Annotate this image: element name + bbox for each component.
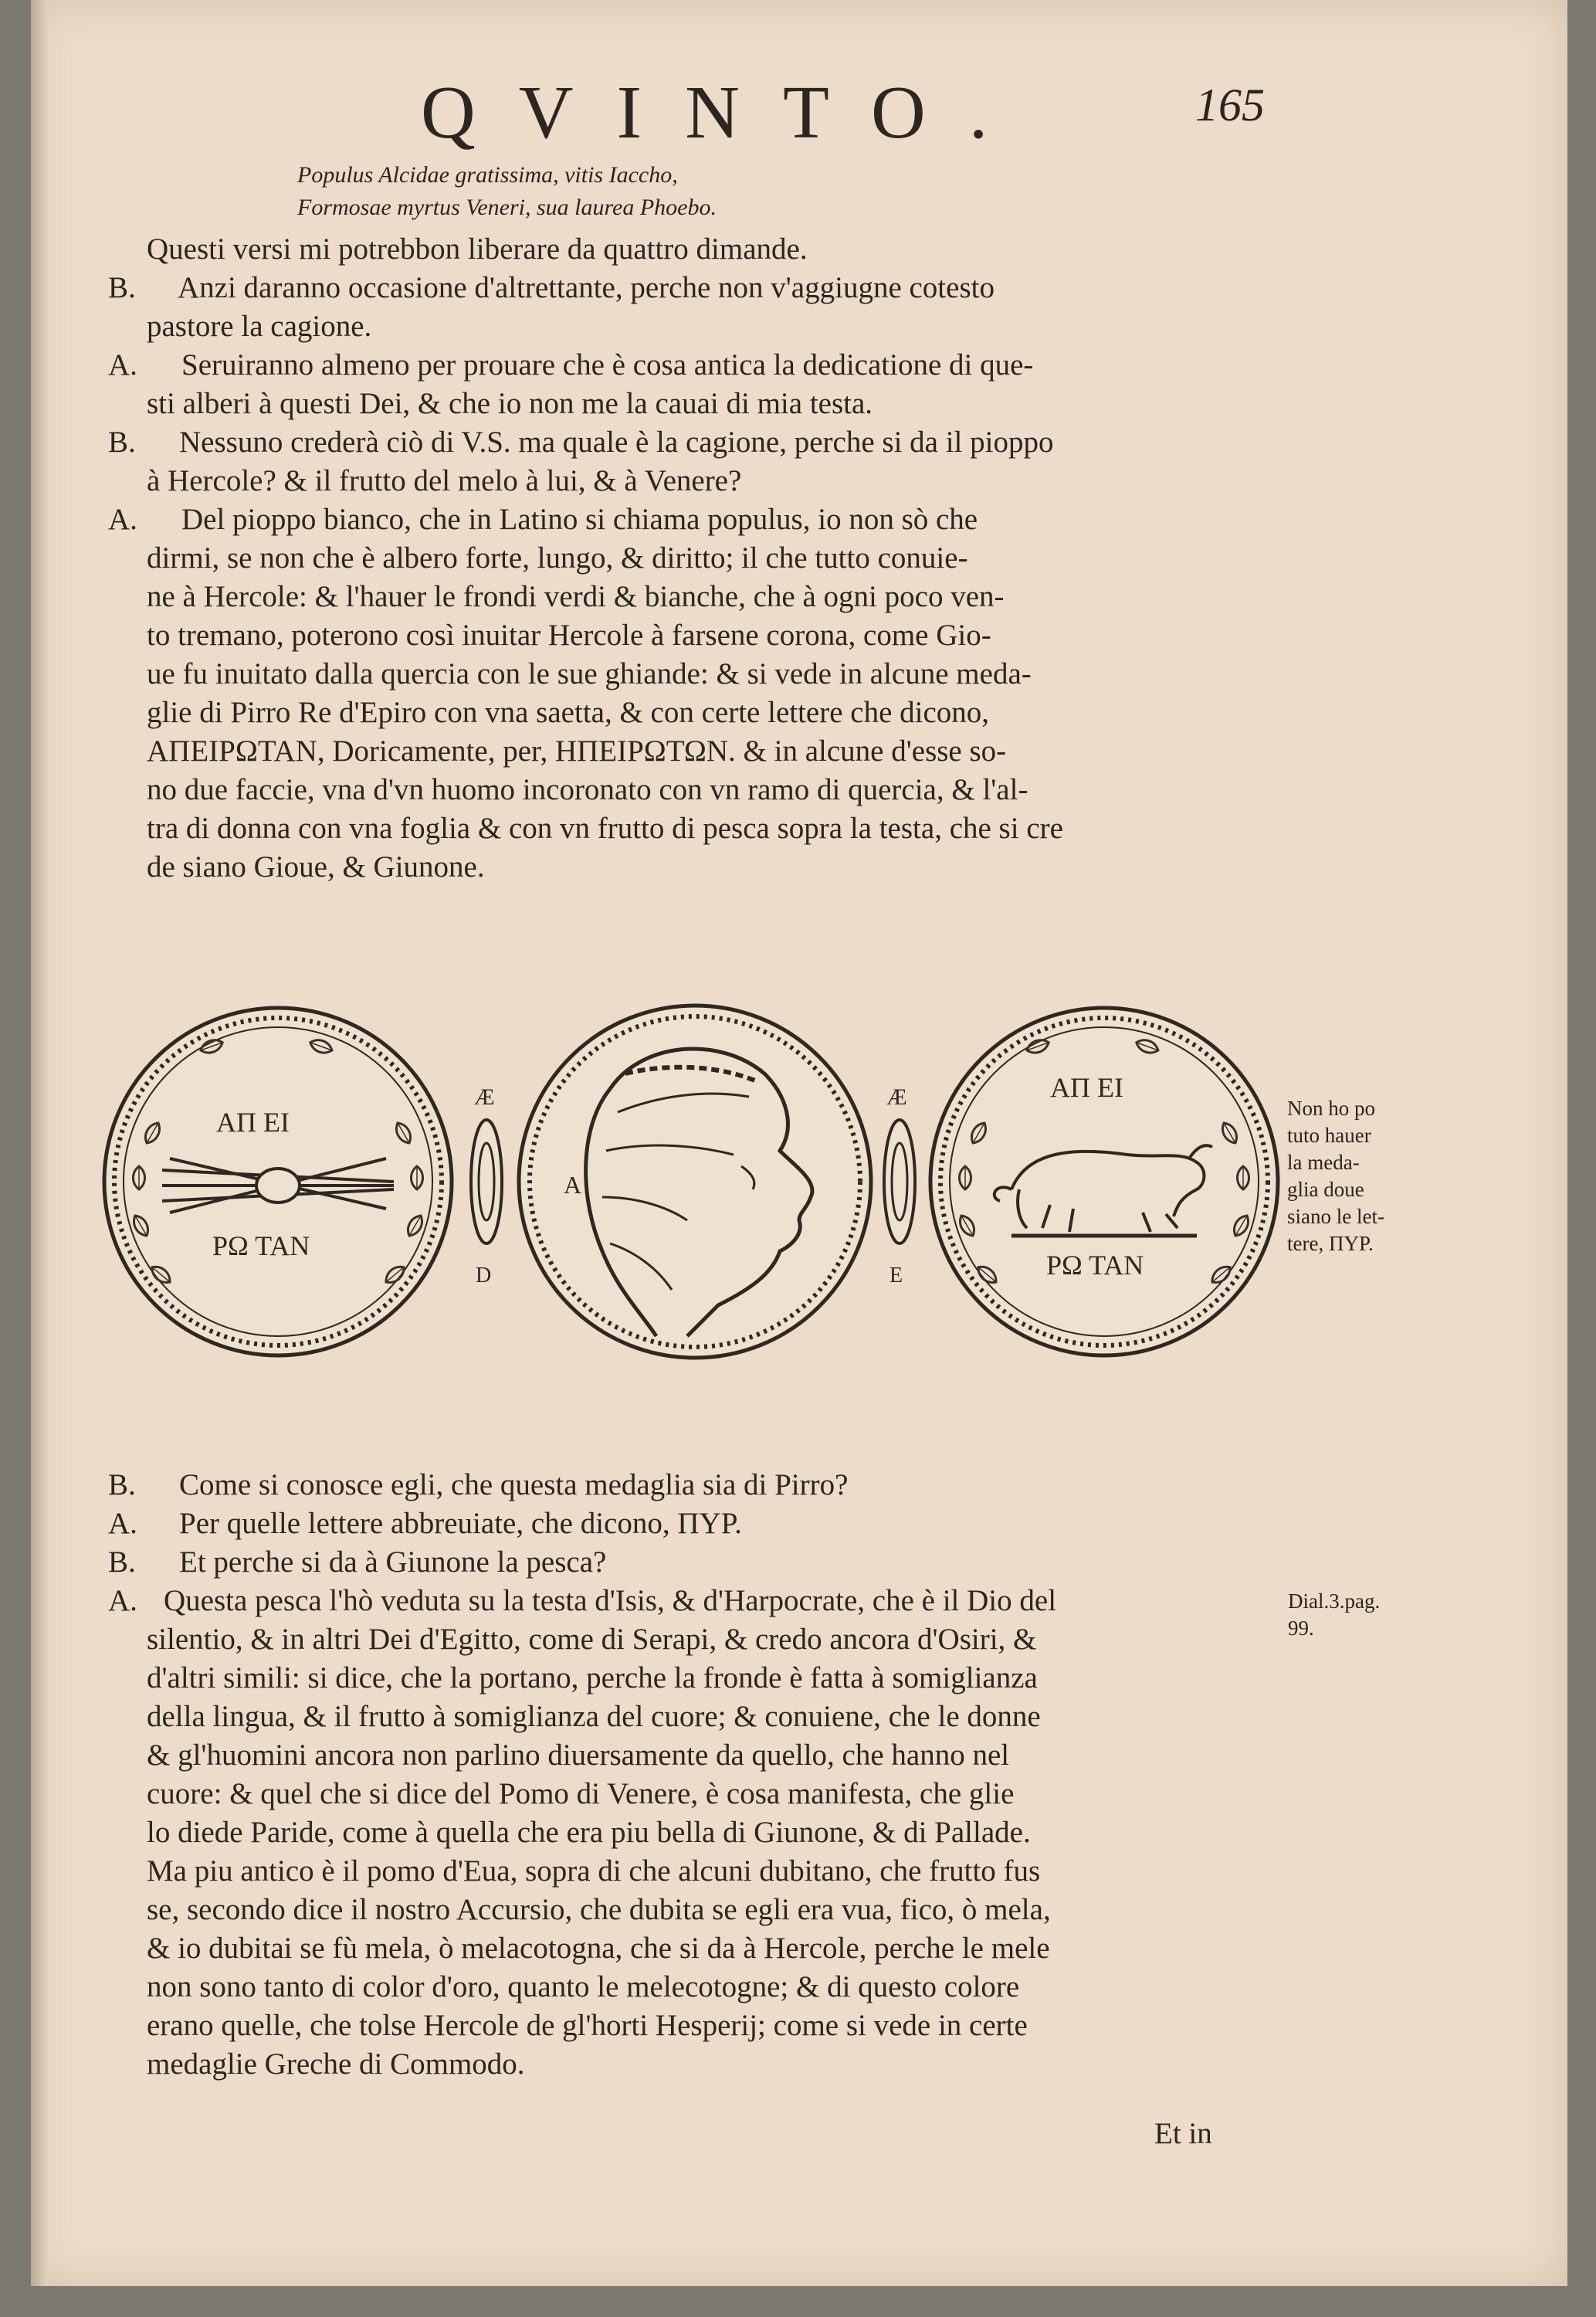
edge-mark: Æ bbox=[474, 1084, 495, 1110]
text-line: Et perche si da à Giunone la pesca? bbox=[179, 1545, 607, 1579]
text-line: erano quelle, che tolse Hercole de gl'horti Hesperij; come si vede in certe bbox=[147, 2009, 1028, 2042]
binding-edge bbox=[31, 0, 48, 2286]
text-line: ΑΠΕΙΡΩΤΑΝ, Doricamente, per, ΗΠΕΙΡΩΤΩΝ. & in alcune d'esse so- bbox=[147, 734, 1007, 768]
medal-inscription: ΡΩ ΤΑΝ bbox=[1046, 1250, 1144, 1281]
medal-inscription: ΑΠ ΕΙ bbox=[216, 1107, 290, 1138]
speaker-label: A. bbox=[108, 503, 137, 536]
text-line: lo diede Paride, come à quella che era piu bella di Giunone, & di Pallade. bbox=[147, 1816, 1031, 1849]
center-medal bbox=[519, 1006, 871, 1358]
side-note-line: Dial.3.pag. bbox=[1288, 1589, 1381, 1613]
text-line: no due faccie, vna d'vn huomo incoronato con vn ramo di quercia, & l'al- bbox=[147, 773, 1028, 806]
edge-mark: E bbox=[889, 1264, 903, 1287]
text-line: Questi versi mi potrebbon liberare da quattro dimande. bbox=[147, 232, 808, 266]
left-medal bbox=[104, 1008, 452, 1355]
text-line: glie di Pirro Re d'Epiro con vna saetta, & con certe lettere che dicono, bbox=[147, 696, 990, 729]
side-note-line: Non ho po bbox=[1287, 1097, 1375, 1120]
text-line: Questa pesca l'hò veduta su la testa d'Isis, & d'Harpocrate, che è il Dio del bbox=[164, 1584, 1057, 1617]
text-line: cuore: & quel che si dice del Pomo di Venere, è cosa manifesta, che glie bbox=[147, 1777, 1015, 1810]
medal-mark: A bbox=[564, 1171, 582, 1199]
text-line: Per quelle lettere abbreuiate, che dicono, ΠΥΡ. bbox=[179, 1507, 742, 1540]
text-line: d'altri simili: si dice, che la portano, perche la fronde è fatta à somiglianza bbox=[147, 1661, 1038, 1694]
text-line: à Hercole? & il frutto del melo à lui, & à Venere? bbox=[147, 464, 742, 497]
text-line: non sono tanto di color d'oro, quanto le melecotogne; & di questo colore bbox=[147, 1970, 1020, 2003]
side-note-line: tere, ΠΥΡ. bbox=[1287, 1232, 1374, 1255]
side-note-line: tuto hauer bbox=[1287, 1124, 1371, 1147]
verse-line: Populus Alcidae gratissima, vitis Iaccho, bbox=[297, 162, 678, 188]
text-line: sti alberi à questi Dei, & che io non me la cauai di mia testa. bbox=[147, 387, 873, 420]
text-line: della lingua, & il frutto à somiglianza del cuore; & conuiene, che le donne bbox=[147, 1700, 1041, 1733]
text-line: Seruiranno almeno per prouare che è cosa antica la dedicatione di que- bbox=[181, 348, 1034, 382]
speaker-label: B. bbox=[108, 426, 136, 459]
speaker-label: B. bbox=[108, 271, 136, 304]
medal-illustration bbox=[100, 996, 1289, 1367]
side-note-line: siano le let- bbox=[1287, 1205, 1384, 1228]
text-line: ne à Hercole: & l'hauer le frondi verdi & bianche, che à ogni poco ven- bbox=[147, 580, 1005, 613]
medal-inscription: ΑΠ ΕΙ bbox=[1050, 1072, 1123, 1103]
side-note-line: 99. bbox=[1288, 1616, 1314, 1640]
text-line: Anzi daranno occasione d'altrettante, perche non v'aggiugne cotesto bbox=[178, 271, 995, 304]
catchword: Et in bbox=[1154, 2117, 1212, 2150]
medal-edge-2 bbox=[884, 1084, 915, 1287]
text-line: tra di donna con vna foglia & con vn frutto di pesca sopra la testa, che si cre bbox=[147, 812, 1063, 845]
speaker-label: A. bbox=[108, 1507, 137, 1540]
speaker-label: B. bbox=[108, 1468, 136, 1501]
right-medal bbox=[930, 1008, 1278, 1355]
text-line: Nessuno crederà ciò di V.S. ma quale è la cagione, perche si da il pioppo bbox=[179, 426, 1054, 459]
text-line: Ma piu antico è il pomo d'Eua, sopra di che alcuni dubitano, che frutto fus bbox=[147, 1854, 1041, 1888]
text-line: de siano Gioue, & Giunone. bbox=[147, 850, 485, 884]
medal-inscription: ΡΩ ΤΑΝ bbox=[212, 1230, 310, 1261]
text-line: Del pioppo bianco, che in Latino si chiama populus, io non sò che bbox=[181, 503, 978, 536]
side-note-line: la meda- bbox=[1287, 1151, 1360, 1174]
text-line: medaglie Greche di Commodo. bbox=[147, 2047, 525, 2081]
speaker-label: B. bbox=[108, 1545, 136, 1579]
edge-mark: D bbox=[476, 1264, 492, 1287]
speaker-label: A. bbox=[108, 348, 137, 382]
text-line: ue fu inuitato dalla quercia con le sue ghiande: & si vede in alcune meda- bbox=[147, 657, 1032, 690]
text-line: Come si conosce egli, che questa medaglia sia di Pirro? bbox=[179, 1468, 849, 1501]
text-line: & gl'huomini ancora non parlino diuersamente da quello, che hanno nel bbox=[147, 1739, 1010, 1772]
edge-mark: Æ bbox=[886, 1084, 907, 1110]
verse-line: Formosae myrtus Veneri, sua laurea Phoebo. bbox=[297, 195, 717, 220]
text-line: se, secondo dice il nostro Accursio, che dubita se egli era vua, fico, ò mela, bbox=[147, 1893, 1051, 1926]
text-line: & io dubitai se fù mela, ò melacotogna, che si da à Hercole, perche le mele bbox=[147, 1932, 1050, 1965]
medal-edge-1 bbox=[471, 1084, 502, 1287]
running-head: QVINTO. bbox=[421, 71, 1032, 154]
speaker-label: A. bbox=[108, 1584, 137, 1617]
text-line: dirmi, se non che è albero forte, lungo, & diritto; il che tutto conuie- bbox=[147, 541, 968, 575]
text-line: to tremano, poterono così inuitar Hercole à farsene corona, come Gio- bbox=[147, 619, 991, 652]
text-line: pastore la cagione. bbox=[147, 310, 372, 343]
text-line: silentio, & in altri Dei d'Egitto, come di Serapi, & credo ancora d'Osiri, & bbox=[147, 1623, 1037, 1656]
page-number: 165 bbox=[1195, 80, 1265, 131]
side-note-line: glia doue bbox=[1287, 1178, 1364, 1201]
